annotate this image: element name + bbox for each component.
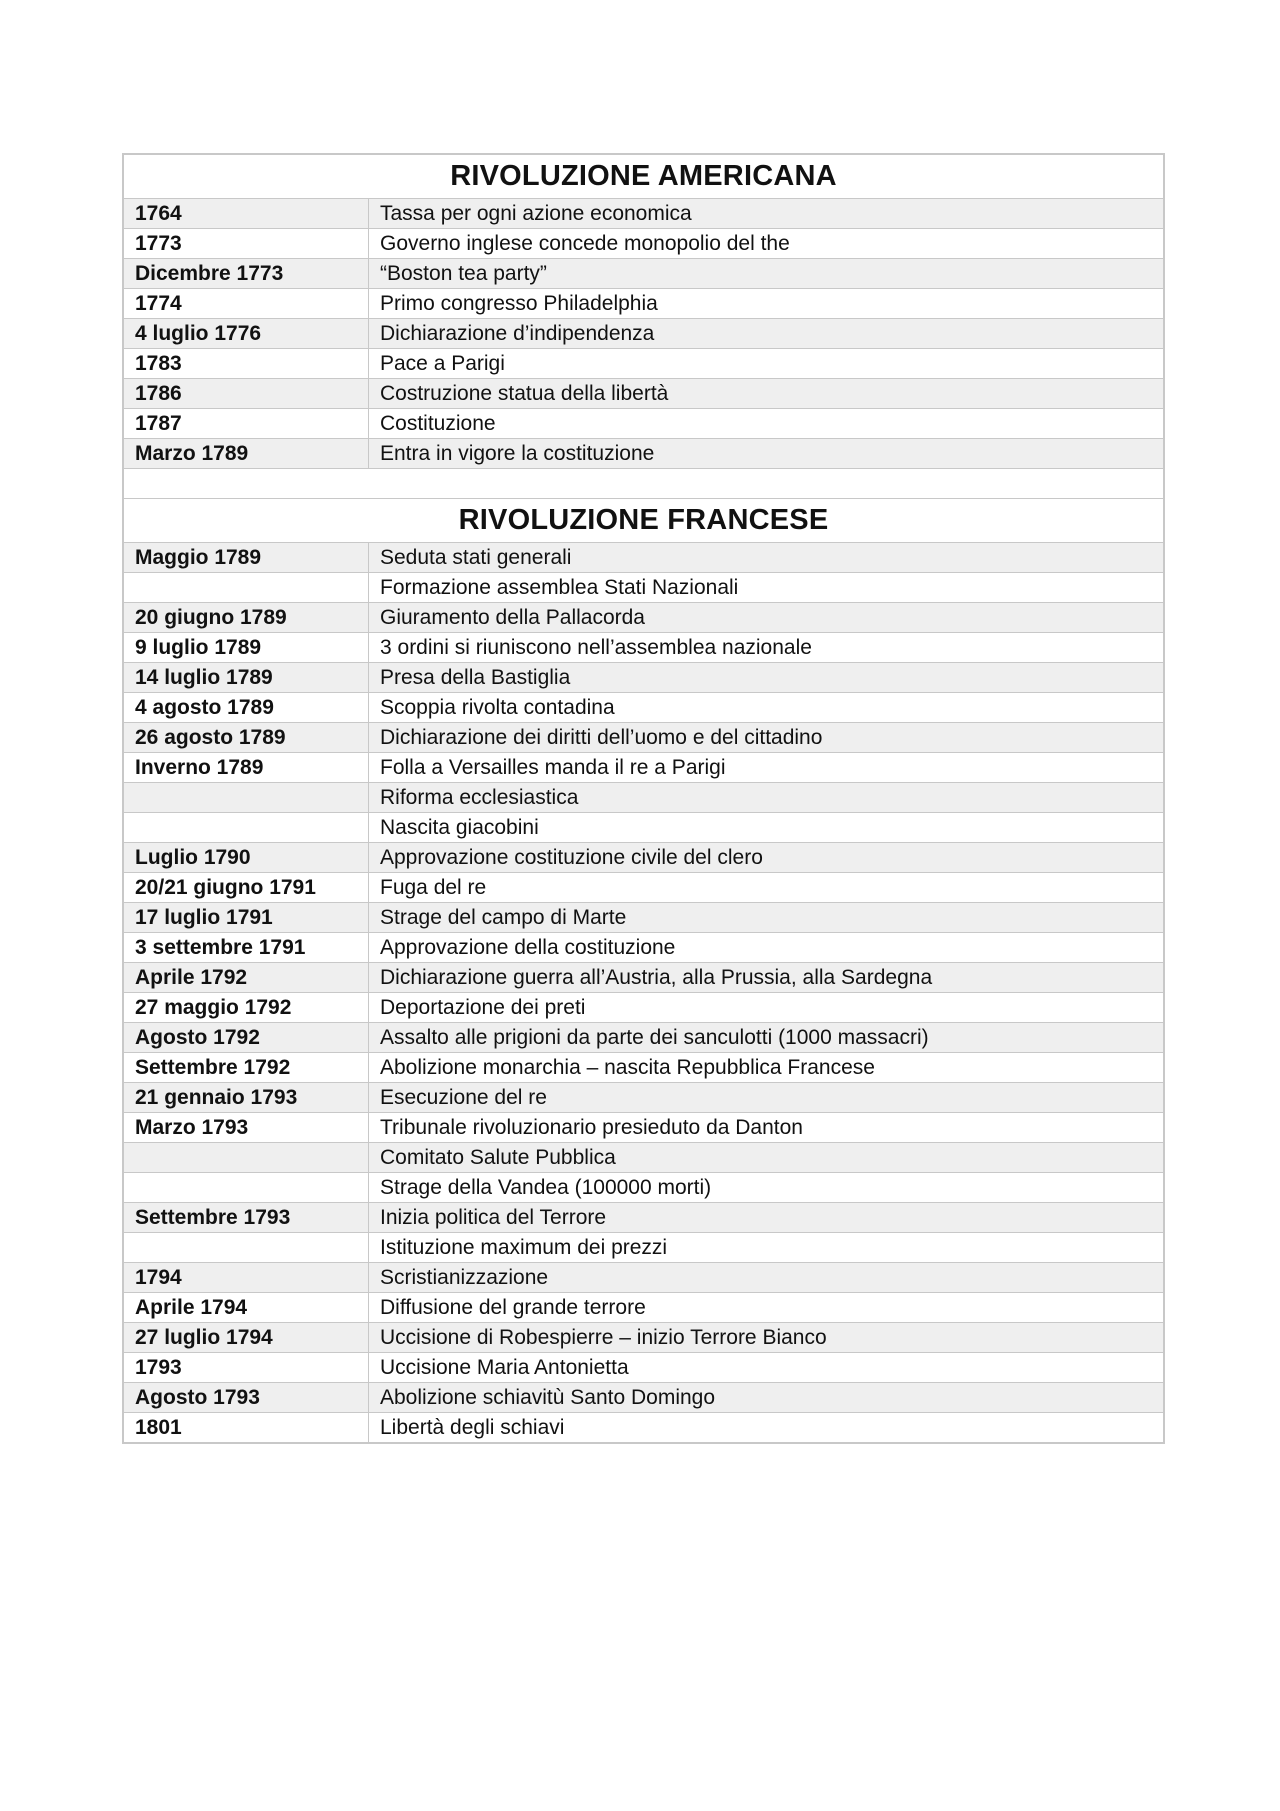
event-cell: Strage della Vandea (100000 morti) <box>369 1173 1164 1203</box>
event-cell: Entra in vigore la costituzione <box>369 439 1164 469</box>
event-cell: Diffusione del grande terrore <box>369 1293 1164 1323</box>
table-row <box>124 543 1164 573</box>
event-cell: Nascita giacobini <box>369 813 1164 843</box>
date-cell: Aprile 1794 <box>124 1293 369 1323</box>
date-cell: 1774 <box>124 289 369 319</box>
event-cell: Tribunale rivoluzionario presieduto da Danton <box>369 1113 1164 1143</box>
date-cell: Inverno 1789 <box>124 753 369 783</box>
event-cell: Governo inglese concede monopolio del the <box>369 229 1164 259</box>
french-title-row <box>124 499 1164 543</box>
date-cell: 26 agosto 1789 <box>124 723 369 753</box>
event-cell: Dichiarazione dei diritti dell’uomo e del cittadino <box>369 723 1164 753</box>
table-row <box>124 573 1164 603</box>
table-row <box>124 633 1164 663</box>
event-cell: Scoppia rivolta contadina <box>369 693 1164 723</box>
event-cell: “Boston tea party” <box>369 259 1164 289</box>
event-cell: Strage del campo di Marte <box>369 903 1164 933</box>
event-cell: Folla a Versailles manda il re a Parigi <box>369 753 1164 783</box>
event-cell: Fuga del re <box>369 873 1164 903</box>
table-row <box>124 1143 1164 1173</box>
table-row <box>124 813 1164 843</box>
date-cell <box>124 783 369 813</box>
event-cell: Approvazione della costituzione <box>369 933 1164 963</box>
table-row <box>124 289 1164 319</box>
date-cell <box>124 1143 369 1173</box>
table-row <box>124 409 1164 439</box>
event-cell: Libertà degli schiavi <box>369 1413 1164 1443</box>
event-cell: Uccisione Maria Antonietta <box>369 1353 1164 1383</box>
table-row <box>124 873 1164 903</box>
date-cell: 1773 <box>124 229 369 259</box>
table-row <box>124 439 1164 469</box>
date-cell: 4 luglio 1776 <box>124 319 369 349</box>
date-cell: 1801 <box>124 1413 369 1443</box>
date-cell: Luglio 1790 <box>124 843 369 873</box>
table-row <box>124 1353 1164 1383</box>
date-cell: Agosto 1793 <box>124 1383 369 1413</box>
event-cell: Istituzione maximum dei prezzi <box>369 1233 1164 1263</box>
date-cell: 3 settembre 1791 <box>124 933 369 963</box>
date-cell: 20/21 giugno 1791 <box>124 873 369 903</box>
date-cell: 1764 <box>124 199 369 229</box>
event-cell: Costituzione <box>369 409 1164 439</box>
date-cell: 1793 <box>124 1353 369 1383</box>
date-cell: 1787 <box>124 409 369 439</box>
french-section <box>124 499 1164 1443</box>
american-section <box>124 155 1164 469</box>
event-cell: Inizia politica del Terrore <box>369 1203 1164 1233</box>
date-cell <box>124 573 369 603</box>
date-cell: 14 luglio 1789 <box>124 663 369 693</box>
date-cell: 1786 <box>124 379 369 409</box>
date-cell: 27 luglio 1794 <box>124 1323 369 1353</box>
french-title: RIVOLUZIONE FRANCESE <box>124 499 1164 543</box>
event-cell: Dichiarazione guerra all’Austria, alla Prussia, alla Sardegna <box>369 963 1164 993</box>
table-row <box>124 1323 1164 1353</box>
table-row <box>124 1173 1164 1203</box>
event-cell: Approvazione costituzione civile del clero <box>369 843 1164 873</box>
table-row <box>124 843 1164 873</box>
table-row <box>124 1053 1164 1083</box>
table-row <box>124 663 1164 693</box>
table-row <box>124 993 1164 1023</box>
event-cell: Seduta stati generali <box>369 543 1164 573</box>
table-row <box>124 1083 1164 1113</box>
spacer-row <box>124 469 1164 499</box>
event-cell: Presa della Bastiglia <box>369 663 1164 693</box>
timeline-table <box>123 154 1164 1443</box>
table-row <box>124 1113 1164 1143</box>
date-cell: 27 maggio 1792 <box>124 993 369 1023</box>
table-row <box>124 933 1164 963</box>
event-cell: Formazione assemblea Stati Nazionali <box>369 573 1164 603</box>
table-row <box>124 963 1164 993</box>
date-cell: Marzo 1789 <box>124 439 369 469</box>
event-cell: Comitato Salute Pubblica <box>369 1143 1164 1173</box>
table-row <box>124 229 1164 259</box>
event-cell: Uccisione di Robespierre – inizio Terrore Bianco <box>369 1323 1164 1353</box>
table-row <box>124 1023 1164 1053</box>
table-row <box>124 903 1164 933</box>
event-cell: Dichiarazione d’indipendenza <box>369 319 1164 349</box>
date-cell: 21 gennaio 1793 <box>124 1083 369 1113</box>
table-row <box>124 1263 1164 1293</box>
date-cell: 20 giugno 1789 <box>124 603 369 633</box>
table-row <box>124 319 1164 349</box>
date-cell: Aprile 1792 <box>124 963 369 993</box>
table-row <box>124 693 1164 723</box>
event-cell: Pace a Parigi <box>369 349 1164 379</box>
table-row <box>124 349 1164 379</box>
section-spacer <box>124 469 1164 499</box>
table-row <box>124 783 1164 813</box>
date-cell: 17 luglio 1791 <box>124 903 369 933</box>
table-row <box>124 379 1164 409</box>
date-cell: Maggio 1789 <box>124 543 369 573</box>
event-cell: Esecuzione del re <box>369 1083 1164 1113</box>
event-cell: Primo congresso Philadelphia <box>369 289 1164 319</box>
event-cell: Costruzione statua della libertà <box>369 379 1164 409</box>
date-cell: Agosto 1792 <box>124 1023 369 1053</box>
date-cell <box>124 813 369 843</box>
date-cell <box>124 1173 369 1203</box>
table-row <box>124 1293 1164 1323</box>
event-cell: Scristianizzazione <box>369 1263 1164 1293</box>
date-cell: Settembre 1793 <box>124 1203 369 1233</box>
table-row <box>124 259 1164 289</box>
table-row <box>124 1233 1164 1263</box>
date-cell: Marzo 1793 <box>124 1113 369 1143</box>
date-cell: Settembre 1792 <box>124 1053 369 1083</box>
event-cell: Abolizione monarchia – nascita Repubblica Francese <box>369 1053 1164 1083</box>
event-cell: Giuramento della Pallacorda <box>369 603 1164 633</box>
date-cell: 1794 <box>124 1263 369 1293</box>
table-row <box>124 723 1164 753</box>
date-cell: 1783 <box>124 349 369 379</box>
date-cell: Dicembre 1773 <box>124 259 369 289</box>
spacer-cell <box>124 469 1164 499</box>
event-cell: Deportazione dei preti <box>369 993 1164 1023</box>
event-cell: Tassa per ogni azione economica <box>369 199 1164 229</box>
table-row <box>124 1203 1164 1233</box>
event-cell: Assalto alle prigioni da parte dei sanculotti (1000 massacri) <box>369 1023 1164 1053</box>
date-cell: 9 luglio 1789 <box>124 633 369 663</box>
date-cell <box>124 1233 369 1263</box>
event-cell: Riforma ecclesiastica <box>369 783 1164 813</box>
american-title: RIVOLUZIONE AMERICANA <box>124 155 1164 199</box>
table-row <box>124 1383 1164 1413</box>
table-row <box>124 603 1164 633</box>
table-row <box>124 1413 1164 1443</box>
table-row <box>124 199 1164 229</box>
event-cell: Abolizione schiavitù Santo Domingo <box>369 1383 1164 1413</box>
table-row <box>124 753 1164 783</box>
event-cell: 3 ordini si riuniscono nell’assemblea nazionale <box>369 633 1164 663</box>
date-cell: 4 agosto 1789 <box>124 693 369 723</box>
timeline-table-container <box>122 153 1165 1444</box>
american-title-row <box>124 155 1164 199</box>
